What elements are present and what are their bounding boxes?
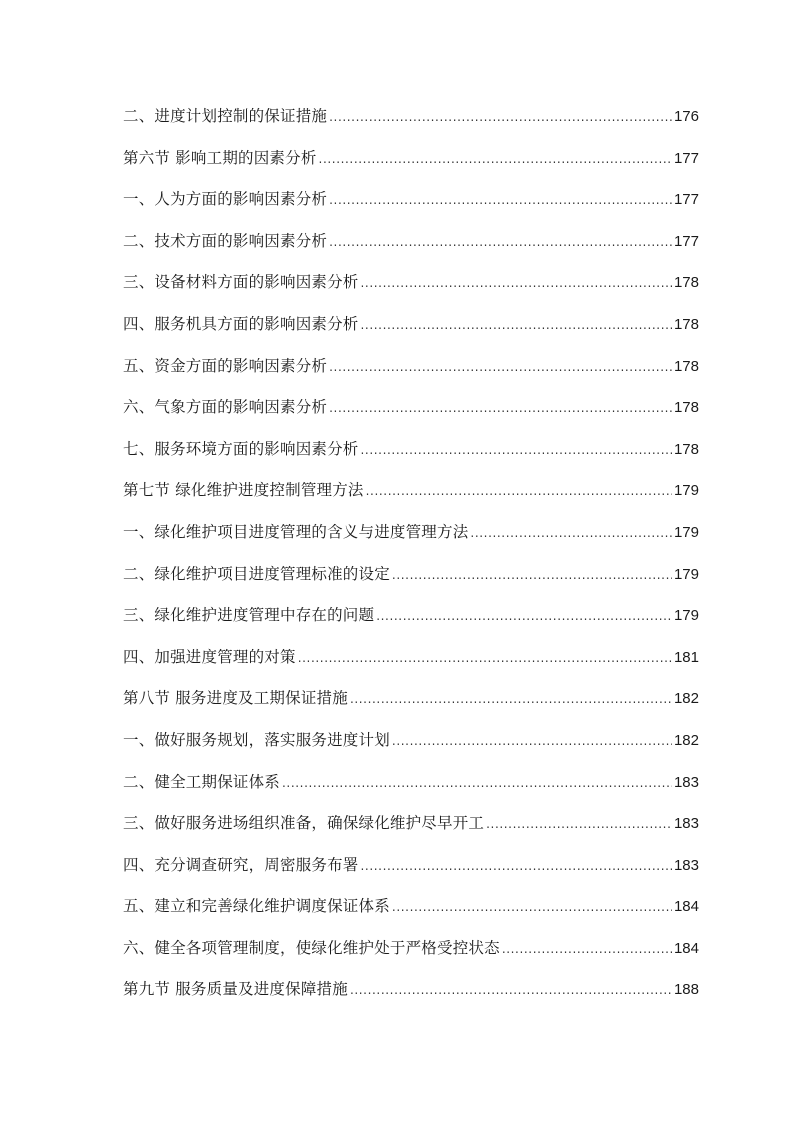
toc-entry[interactable] — [123, 602, 699, 644]
toc-entry-title: 第六节 影响工期的因素分析 — [123, 148, 317, 167]
toc-leader-dots — [350, 977, 672, 1003]
toc-entry-page: 179 — [673, 523, 699, 541]
toc-entry-page: 183 — [673, 856, 699, 874]
toc-entry-title: 五、资金方面的影响因素分析 — [123, 356, 328, 375]
toc-entry-page: 183 — [673, 773, 699, 791]
toc-leader-dots — [319, 146, 672, 172]
toc-entry-page: 178 — [673, 357, 699, 375]
toc-entry-page: 188 — [673, 981, 699, 999]
toc-entry-title: 三、做好服务进场组织准备，确保绿化维护尽早开工 — [123, 814, 485, 833]
toc-entry[interactable] — [123, 769, 699, 811]
toc-entry-title: 二、健全工期保证体系 — [123, 772, 281, 791]
toc-entry-page: 181 — [673, 648, 699, 666]
toc-entry-title: 第九节 服务质量及进度保障措施 — [123, 980, 348, 999]
toc-entry[interactable] — [123, 103, 699, 145]
toc-entry-page: 179 — [673, 565, 699, 583]
toc-leader-dots — [502, 936, 672, 962]
toc-entry[interactable] — [123, 145, 699, 187]
toc-leader-dots — [486, 811, 672, 837]
toc-entry-title: 三、绿化维护进度管理中存在的问题 — [123, 606, 375, 625]
toc-entry[interactable] — [123, 852, 699, 894]
toc-entry-page: 182 — [673, 731, 699, 749]
toc-entry-title: 二、进度计划控制的保证措施 — [123, 107, 328, 125]
toc-entry-page: 179 — [673, 607, 699, 625]
toc-entry[interactable] — [123, 976, 699, 1018]
toc-entry-title: 一、做好服务规划，落实服务进度计划 — [123, 730, 390, 749]
toc-entry-page: 176 — [673, 108, 699, 125]
toc-leader-dots — [376, 603, 672, 629]
toc-entry[interactable] — [123, 685, 699, 727]
toc-entry-page: 179 — [673, 482, 699, 500]
toc-entry[interactable] — [123, 561, 699, 603]
toc-entry-title: 七、服务环境方面的影响因素分析 — [123, 439, 359, 458]
toc-entry[interactable] — [123, 394, 699, 436]
toc-leader-dots — [361, 853, 672, 879]
toc-leader-dots — [329, 395, 672, 421]
toc-entry-title: 第八节 服务进度及工期保证措施 — [123, 689, 348, 708]
toc-entry-page: 178 — [673, 315, 699, 333]
toc-entry-page: 177 — [673, 149, 699, 167]
toc-entry[interactable] — [123, 519, 699, 561]
toc-entry-page: 178 — [673, 274, 699, 292]
toc-entry-page: 184 — [673, 898, 699, 916]
toc-leader-dots — [366, 478, 672, 504]
toc-leader-dots — [329, 187, 672, 213]
toc-entry[interactable] — [123, 810, 699, 852]
toc-entry-title: 四、充分调查研究，周密服务布署 — [123, 855, 359, 874]
toc-entry-page: 182 — [673, 690, 699, 708]
toc-entry-title: 二、技术方面的影响因素分析 — [123, 231, 328, 250]
toc-entry-title: 一、绿化维护项目进度管理的含义与进度管理方法 — [123, 522, 469, 541]
toc-leader-dots — [361, 312, 672, 338]
toc-leader-dots — [392, 562, 672, 588]
toc-entry-page: 178 — [673, 399, 699, 417]
toc-entry[interactable] — [123, 186, 699, 228]
toc-entry-title: 四、服务机具方面的影响因素分析 — [123, 314, 359, 333]
toc-entry[interactable] — [123, 353, 699, 395]
toc-entry[interactable] — [123, 228, 699, 270]
toc-entry-title: 一、人为方面的影响因素分析 — [123, 190, 328, 209]
toc-leader-dots — [392, 894, 672, 920]
toc-entry[interactable] — [123, 436, 699, 478]
table-of-contents — [123, 103, 699, 1018]
toc-entry-page: 184 — [673, 939, 699, 957]
toc-entry-title: 六、气象方面的影响因素分析 — [123, 398, 328, 417]
toc-entry-page: 177 — [673, 232, 699, 250]
toc-entry[interactable] — [123, 477, 699, 519]
toc-leader-dots — [298, 645, 672, 671]
toc-entry-title: 五、建立和完善绿化维护调度保证体系 — [123, 897, 390, 916]
toc-entry[interactable] — [123, 644, 699, 686]
toc-entry-page: 183 — [673, 815, 699, 833]
toc-leader-dots — [329, 104, 672, 130]
toc-entry-page: 177 — [673, 191, 699, 209]
toc-entry[interactable] — [123, 935, 699, 977]
toc-entry-title: 三、设备材料方面的影响因素分析 — [123, 273, 359, 292]
toc-leader-dots — [350, 686, 672, 712]
toc-entry[interactable] — [123, 727, 699, 769]
toc-entry[interactable] — [123, 311, 699, 353]
toc-leader-dots — [282, 770, 672, 796]
toc-leader-dots — [329, 354, 672, 380]
toc-entry-page: 178 — [673, 440, 699, 458]
toc-leader-dots — [392, 728, 672, 754]
toc-entry-title: 四、加强进度管理的对策 — [123, 647, 296, 666]
toc-entry-title: 二、绿化维护项目进度管理标准的设定 — [123, 564, 390, 583]
toc-leader-dots — [329, 229, 672, 255]
toc-leader-dots — [470, 520, 672, 546]
toc-entry-title: 第七节 绿化维护进度控制管理方法 — [123, 481, 364, 500]
toc-entry[interactable] — [123, 893, 699, 935]
toc-leader-dots — [361, 270, 672, 296]
toc-leader-dots — [361, 437, 672, 463]
toc-entry[interactable] — [123, 269, 699, 311]
toc-entry-title: 六、健全各项管理制度，使绿化维护处于严格受控状态 — [123, 938, 500, 957]
